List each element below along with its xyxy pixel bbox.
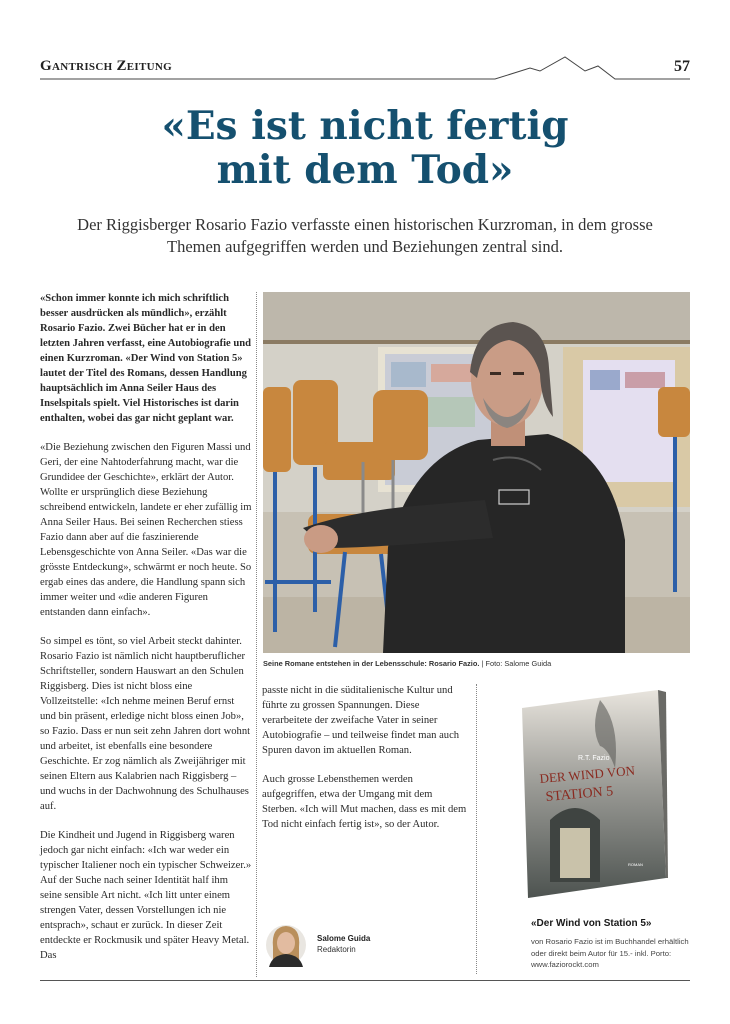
photo-caption <box>263 659 551 668</box>
article-paragraph-5: Auch grosse Lebensthemen werden aufgegriffen, etwa der Umgang mit dem Sterben. «Ich will Mut machen, dass es mit dem Tod nicht einfach fertig ist», so der Autor. <box>262 774 467 830</box>
book-info: von Rosario Fazio ist im Buchhandel erhältlich oder direkt beim Autor für 15.- inkl. Porto: www.faziorockt.com <box>531 937 689 969</box>
article-paragraph-2: So simpel es tönt, so viel Arbeit steckt dahinter. Rosario Fazio ist nämlich nicht hauptberuflicher Schriftsteller, sondern Hauswart an den Schulen Riggisberg. Dies ist nicht bloss eine Vollzeitstelle: «Ich nehme meinen Beruf ernst und bin präsent, erledige nicht bloss einen Job», so Fazio. Dass er nun seit zehn Jahren dort wohnt und arbeitet, ist ebenfalls eine besondere Geschichte. Er zog nämlich als Zweijähriger mit seinen Eltern aus Kalabrien nach Riggisberg – und wuchs in der Dachwohnung des Schulhauses auf. <box>40 636 251 812</box>
headline <box>0 104 730 192</box>
column-divider-1 <box>256 292 257 977</box>
lead-line-1: Der Riggisberger Rosario Fazio verfasste einen historischen Kurzroman, in dem grosse <box>77 215 653 234</box>
header-mountain-rule <box>40 55 690 85</box>
article-column-2 <box>262 683 468 846</box>
article-paragraph-1: «Die Beziehung zwischen den Figuren Massi und Geri, der eine Nahtoderfahrung macht, war die Grundidee der Geschichte», erklärt der Autor. Wollte er ursprünglich diese Beziehung schreibend entwickeln, landete er eher zufällig im Anna Seiler Haus. Bei seinen Recherchen stiess Fazio dann aber auf die faszinierende Lebensgeschichte von Anna Seiler. «Das war die grösste Entdeckung», schwärmt er noch heute. So ergab eines das andere, die Handlung spann sich immer weiter und «die anderen Figuren entstanden dann einfach». <box>40 442 252 618</box>
headline-line-1: «Es ist nicht fertig <box>161 103 569 149</box>
photo-credit: | Foto: Salome Guida <box>479 659 552 668</box>
page-number: 57 <box>674 58 690 75</box>
headline-line-2: mit dem Tod» <box>216 147 514 193</box>
column-divider-2 <box>476 684 477 974</box>
masthead: Gantrisch Zeitung <box>40 58 172 74</box>
author-name: Salome Guida <box>317 934 371 943</box>
portrait-photo <box>263 292 690 653</box>
book-title: «Der Wind von Station 5» <box>531 918 652 929</box>
lead-line-2: Themen aufgegriffen werden und Beziehungen zentral sind. <box>167 237 563 256</box>
article-column-1 <box>40 291 252 977</box>
book-cover-author: R.T. Fazio <box>578 755 610 762</box>
article-paragraph-3: Die Kindheit und Jugend in Riggisberg waren jedoch gar nicht einfach: «Ich war weder ein typischer Italiener noch ein typischer Schweizer.» Auf der Suche nach seiner Identität half ihm seine sensible Art nicht. «Ich litt unter einem strengen Vater, dessen Vorstellungen ich nie entsprach», schaut er zurück. In dieser Zeit entdeckte er Rockmusik und später Heavy Metal. Das <box>40 830 252 961</box>
article-paragraph-4: passte nicht in die süditalienische Kultur und führte zu grossen Spannungen. Diese verarbeitete der zweifache Vater in seiner Autobiografie – und teilweise findet man auch Spuren davon im aktuellen Roman. <box>262 685 460 756</box>
lead-paragraph <box>50 214 680 258</box>
author-role: Redaktorin <box>317 945 356 954</box>
article-intro: «Schon immer konnte ich mich schriftlich besser ausdrücken als mündlich», erzählt Rosario Fazio. Zwei Bücher hat er in den letzten Jahren verfasst, eine Autobiografie und einen Kurzroman. «Der Wind von Station 5» lautet der Titel des Romans, dessen Handlung hauptsächlich im Anna Seiler Haus des Inselspitals spielt. Viel Historisches ist darin enthalten, wobei das gar nicht geplant war. <box>40 293 252 424</box>
author-avatar <box>266 921 306 967</box>
photo-caption-text: Seine Romane entstehen in der Lebensschule: Rosario Fazio. <box>263 659 480 668</box>
book-cover-image <box>520 688 668 900</box>
article-photo <box>263 292 690 653</box>
book-cover-genre: ROMAN <box>628 862 643 867</box>
book-cover <box>520 688 668 900</box>
footer-rule <box>40 980 690 981</box>
book-cover-title-1: DER WIND VON <box>538 762 636 786</box>
book-cover-title-2: STATION 5 <box>545 784 614 805</box>
